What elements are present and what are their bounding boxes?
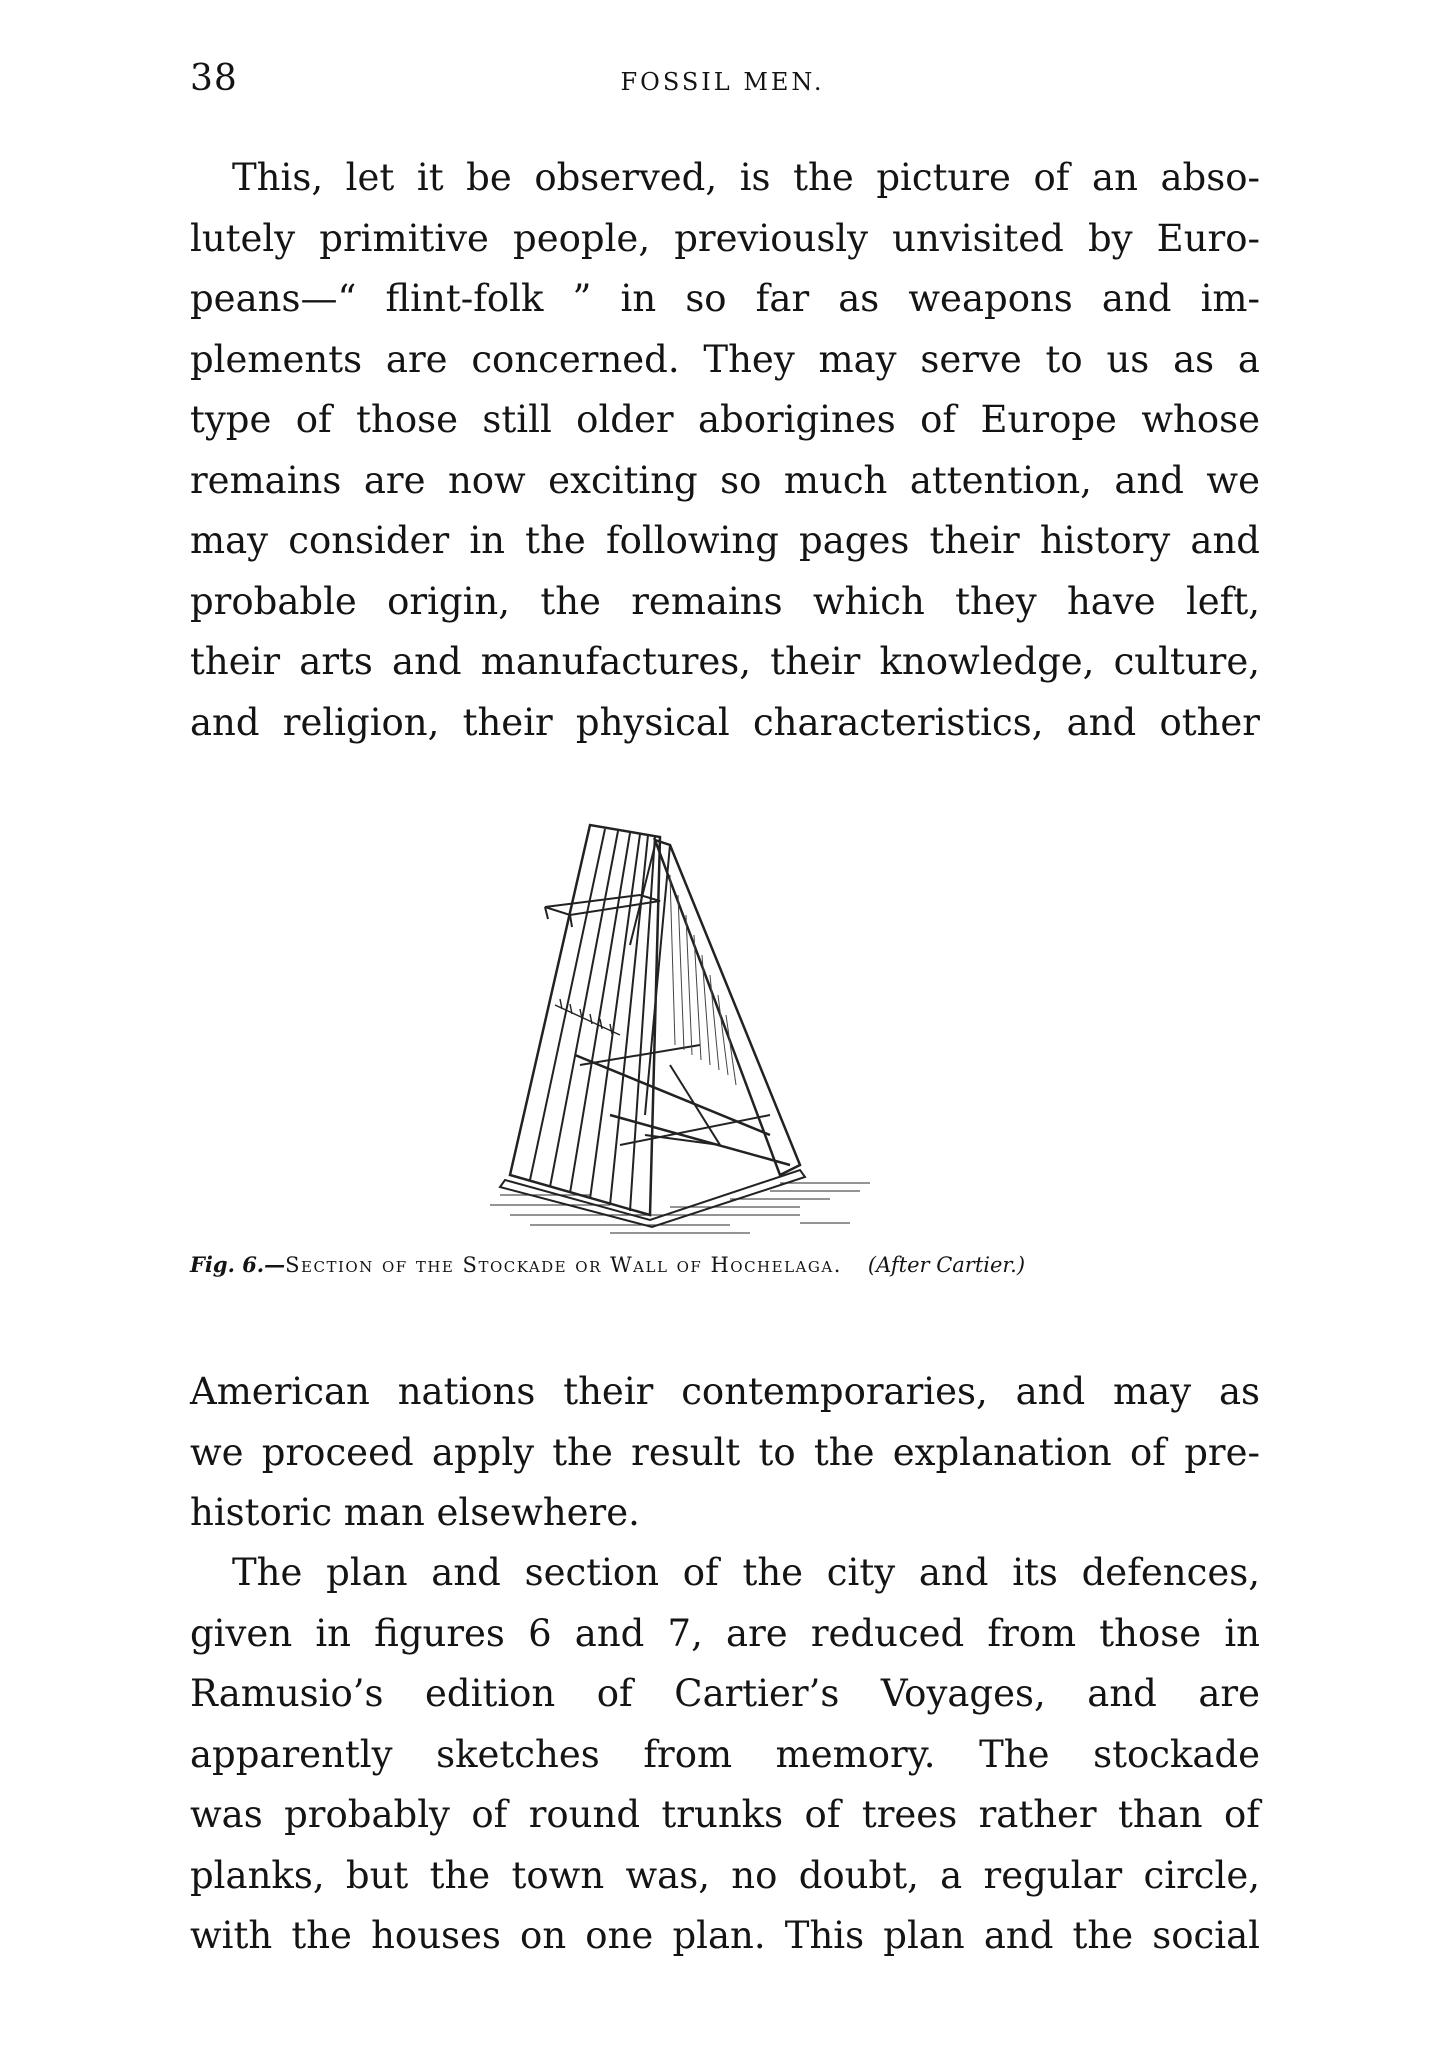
text-line: American nations their contemporaries, and may as bbox=[190, 1370, 1260, 1413]
text-line: and religion, their physical characteristics, and other bbox=[190, 700, 1260, 744]
text-line: their arts and manufactures, their knowledge, culture, bbox=[190, 640, 1260, 683]
text-line: peans—“ flint-folk ” in so far as weapons and im- bbox=[190, 277, 1260, 320]
figure-credit: (After Cartier.) bbox=[867, 1253, 1026, 1277]
text-line: may consider in the following pages their history and bbox=[190, 519, 1260, 562]
text-line: type of those still older aborigines of Europe whose bbox=[190, 398, 1260, 441]
paragraph-continued bbox=[190, 1362, 1260, 1544]
text-line: The plan and section of the city and its defences, bbox=[232, 1551, 1260, 1594]
text-line: apparently sketches from memory. The stockade bbox=[190, 1732, 1260, 1776]
text-line: with the houses on one plan. This plan and the social bbox=[190, 1914, 1260, 1957]
running-title: FOSSIL MEN. bbox=[620, 68, 825, 96]
text-line: given in figures 6 and 7, are reduced from those in bbox=[190, 1611, 1260, 1655]
text-line: was probably of round trunks of trees rather than of bbox=[190, 1793, 1260, 1836]
paragraph-next bbox=[190, 1543, 1260, 1967]
text-line: This, let it be observed, is the picture of an abso- bbox=[232, 156, 1260, 199]
text-line: lutely primitive people, previously unvisited by Euro- bbox=[190, 216, 1260, 260]
text-line: we proceed apply the result to the explanation of pre- bbox=[190, 1430, 1260, 1474]
text-line: plements are concerned. They may serve to us as a bbox=[190, 337, 1260, 381]
text-line: Ramusio’s edition of Cartier’s Voyages, and are bbox=[190, 1672, 1260, 1715]
stockade-illustration bbox=[470, 815, 990, 1245]
text-line: historic man elsewhere. bbox=[190, 1491, 640, 1534]
text-line: probable origin, the remains which they have left, bbox=[190, 579, 1260, 623]
paragraph-top bbox=[190, 148, 1260, 753]
figure-caption bbox=[190, 1252, 1260, 1277]
figure-label: Fig. 6.— bbox=[190, 1252, 286, 1277]
figure-title: Section of the Stockade or Wall of Hochelaga. bbox=[285, 1253, 842, 1277]
page-number: 38 bbox=[190, 58, 238, 99]
text-line: planks, but the town was, no doubt, a regular circle, bbox=[190, 1853, 1260, 1897]
text-line: remains are now exciting so much attention, and we bbox=[190, 458, 1260, 502]
